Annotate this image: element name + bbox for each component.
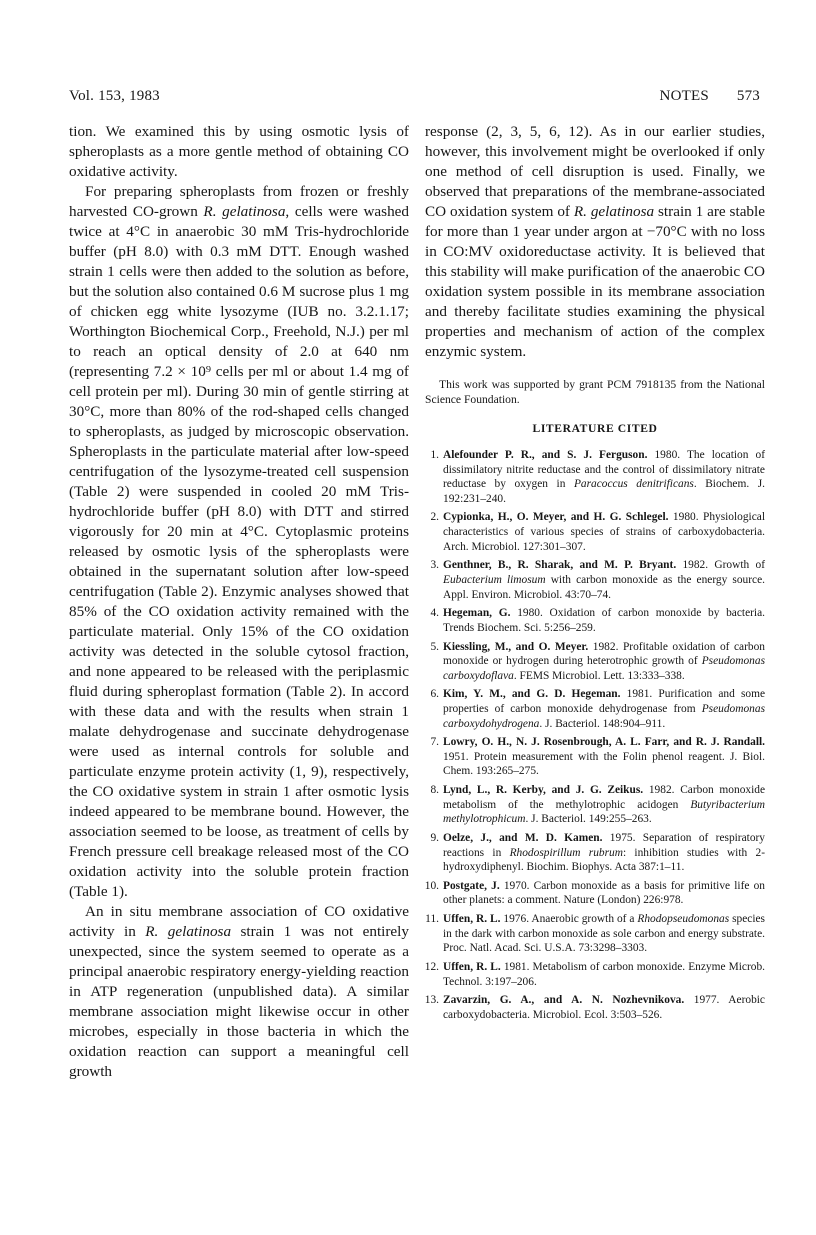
reference-authors: Kim, Y. M., and G. D. Hegeman.	[443, 688, 621, 701]
reference-text: 1977. Aerobic carboxydobacteria. Microbiol. Ecol. 3:503–526.	[443, 994, 765, 1021]
reference-number: 3.	[430, 559, 439, 572]
reference-item	[425, 735, 765, 779]
reference-number: 10.	[424, 879, 439, 892]
reference-item	[425, 448, 765, 506]
header-right	[660, 88, 760, 105]
reference-number: 13.	[424, 994, 439, 1007]
reference-authors: Kiessling, M., and O. Meyer.	[443, 640, 589, 653]
reference-item	[425, 558, 765, 602]
reference-text: 1970. Carbon monoxide as a basis for primitive life on other planets: a comment. Nature (London) 226:978.	[443, 879, 765, 907]
paragraph-conclusion	[425, 122, 765, 362]
reference-authors: Lynd, L., R. Kerby, and J. G. Zeikus.	[443, 784, 644, 797]
reference-item	[425, 960, 765, 989]
reference-item	[425, 606, 765, 635]
species-name: R. gelatinosa	[203, 203, 286, 220]
reference-text: 1976. Anaerobic growth of a	[500, 913, 638, 926]
right-column	[425, 122, 765, 362]
reference-text: 1981. Metabolism of carbon monoxide. Enzyme Microb. Technol. 3:197–206.	[443, 961, 765, 988]
reference-text: 1980. Physiological characteristics of various species of strains of carboxydobacteria. Arch. Microbiol. 127:301–307.	[443, 511, 765, 553]
reference-species: Rhodospirillum rubrum	[509, 846, 623, 859]
reference-number: 1.	[430, 449, 439, 461]
reference-text: species in the dark with carbon monoxide as sole carbon and energy substrate. Proc. Natl. Acad. Sci. U.S.A. 73:3298–3303.	[443, 913, 765, 955]
reference-authors: Alefounder P. R., and S. J. Ferguson.	[443, 449, 648, 461]
reference-text: 1951. Protein measurement with the Folin phenol reagent. J. Biol. Chem. 193:265–275.	[443, 750, 765, 778]
reference-list	[425, 448, 765, 1027]
section-label: NOTES	[659, 88, 709, 104]
reference-item	[425, 783, 765, 827]
reference-species: Paracoccus denitrificans	[573, 478, 694, 491]
text-run: For preparing spheroplasts from frozen or freshly harvested CO-grown	[69, 183, 409, 220]
volume-label: Vol. 153, 1983	[69, 88, 160, 104]
reference-text: 1982. Growth of	[676, 559, 766, 572]
reference-species: Pseudomonas carboxydoflava	[443, 655, 765, 682]
reference-text: 1975. Separation of respiratory reactions in	[443, 832, 765, 859]
reference-authors: Uffen, R. L.	[443, 913, 501, 926]
page-number: 573	[736, 88, 760, 104]
text-run: , cells were washed twice at 4°C in anaerobic 30 mM Tris-hydrochloride buffer (pH 8.0) with 0.3 mM DTT. Enough washed strain 1 cells were then added to the solution as before, but the solution also contained 0.6 M sucrose plus 1 mg of chicken egg white lysozyme (IUB no. 3.2.1.17; Worthington Biochemical Corp., Freehold, N.J.) per ml to reach an optical density of 2.0 at 640 nm (representing 7.2 × 10⁹ cells per ml or about 1.4 mg of cell protein per ml). During 30 min of gentle stirring at 30°C, more than 80% of the rod-shaped cells changed to spheroplasts, as judged by microscopic observation. Spheroplasts in the particulate material after low-speed centrifugation of the lysozyme-treated cell suspension (Table 2) were suspended in cooled 20 mM Tris-hydrochloride buffer (pH 8.0) with DTT and stirred vigorously for 20 min at 4°C. Cytoplasmic proteins released by osmotic lysis of the spheroplasts were obtained in the supernatant solution after low-speed centrifugation (Table 2). Enzymic analyses showed that 85% of the CO oxidation activity remained with the particulate material. Only 15% of the CO oxidation activity was detected in the soluble cytosol fraction, and none appeared to be released with the periplasmic fluid during spheroplast formation (Table 2). In accord with these data and with the results when strain 1 malate dehydrogenase and succinate dehydrogenase were used as internal controls for soluble and particulate enzyme protein activity (1, 9), respectively, the CO oxidative system in strain 1 after osmotic lysis indeed appeared to be membrane bound. However, the association seemed to be loose, as treatment of cells by French pressure cell breakage released most of the CO oxidation activity into the soluble protein fraction (Table 1).	[69, 203, 410, 900]
reference-text: 1980. Oxidation of carbon monoxide by bacteria. Trends Biochem. Sci. 5:256–259.	[443, 607, 766, 634]
running-header	[69, 88, 760, 110]
left-column	[69, 122, 409, 1082]
reference-species: Pseudomonas carboxydohydrogena	[443, 702, 765, 730]
paragraph-continuation: tion. We examined this by using osmotic lysis of spheroplasts as a more gentle method of obtaining CO oxidative activity.	[69, 123, 409, 180]
reference-text: . Biochem. J. 192:231–240.	[443, 478, 765, 505]
reference-number: 11.	[425, 913, 439, 926]
reference-text: 1982. Carbon monoxide metabolism of the methylotrophic acidogen	[443, 784, 765, 811]
reference-text: 1982. Profitable oxidation of carbon monoxide or hydrogen during heterotrophic growth of	[443, 640, 765, 668]
reference-number: 2.	[430, 511, 439, 524]
literature-cited-heading: LITERATURE CITED	[532, 422, 658, 435]
reference-species: Rhodopseudomonas	[637, 913, 730, 926]
reference-number: 7.	[430, 736, 439, 749]
text-run: strain 1 are stable for more than 1 year under argon at −70°C with no loss in CO:MV oxidoreductase activity. It is believed that this stability will make purification of the anaerobic CO oxidation system possible in its membrane association and thereby facilitate studies examining the physical properties and mechanism of action of the complex enzymic system.	[425, 203, 765, 360]
reference-authors: Genthner, B., R. Sharak, and M. P. Bryant.	[443, 559, 677, 572]
reference-authors: Postgate, J.	[443, 879, 500, 892]
reference-number: 8.	[430, 784, 439, 797]
text-run: An in situ membrane association of CO oxidative activity in	[69, 903, 409, 940]
reference-number: 4.	[430, 607, 439, 620]
reference-number: 9.	[430, 832, 439, 844]
species-name: R. gelatinosa	[145, 923, 232, 940]
reference-species: Butyribacterium methylotrophicum	[443, 798, 765, 826]
acknowledgment: This work was supported by grant PCM 7918135 from the National Science Foundation.	[425, 378, 765, 406]
reference-text: with carbon monoxide as the energy source. Appl. Environ. Microbiol. 43:70–74.	[443, 573, 766, 601]
reference-species: Eubacterium limosum	[443, 573, 546, 586]
reference-authors: Uffen, R. L.	[443, 961, 501, 974]
paragraph-membrane-association	[69, 902, 409, 1082]
reference-authors: Lowry, O. H., N. J. Rosenbrough, A. L. Farr, and R. J. Randall.	[443, 736, 765, 749]
reference-text: . J. Bacteriol. 148:904–911.	[539, 717, 666, 730]
reference-item	[425, 510, 765, 554]
text-run: strain 1 was not entirely unexpected, since the system seemed to operate as a principal anaerobic respiratory energy-yielding reaction in ATP regeneration (unpublished data). A similar membrane association might likewise occur in other microbes, especially in those bacteria in which the oxidation reaction can support a meaningful cell growth	[69, 923, 409, 1080]
reference-text: . J. Bacteriol. 149:255–263.	[525, 813, 652, 826]
reference-text: 1980. The location of dissimilatory nitrite reductase and the control of dissimilatory nitrate reductase by oxygen in	[443, 449, 765, 491]
reference-authors: Hegeman, G.	[443, 607, 511, 620]
reference-item	[425, 993, 765, 1022]
reference-text: . FEMS Microbiol. Lett. 13:333–338.	[513, 669, 685, 682]
text-run: response (2, 3, 5, 6, 12). As in our earlier studies, however, this involvement might be overlooked if only one method of cell disruption is used. Finally, we observed that preparations of the membrane-associated CO oxidation system of	[425, 123, 765, 220]
reference-text: 1981. Purification and some properties of carbon monoxide dehydrogenase from	[443, 688, 765, 715]
paragraph-spheroplast-method	[69, 182, 409, 902]
reference-item	[425, 687, 765, 731]
reference-number: 6.	[430, 688, 439, 701]
reference-item	[425, 831, 765, 875]
reference-number: 12.	[424, 961, 439, 974]
reference-authors: Cypionka, H., O. Meyer, and H. G. Schlegel.	[443, 511, 669, 524]
reference-authors: Zavarzin, G. A., and A. N. Nozhevnikova.	[443, 994, 685, 1007]
reference-text: : inhibition studies with 2-hydroxydiphenyl. Biochim. Biophys. Acta 387:1–11.	[443, 846, 765, 874]
reference-number: 5.	[430, 640, 439, 653]
species-name: R. gelatinosa	[573, 203, 655, 220]
reference-item	[425, 912, 765, 956]
reference-item	[425, 640, 765, 684]
reference-authors: Oelze, J., and M. D. Kamen.	[443, 832, 603, 844]
reference-item	[425, 879, 765, 908]
